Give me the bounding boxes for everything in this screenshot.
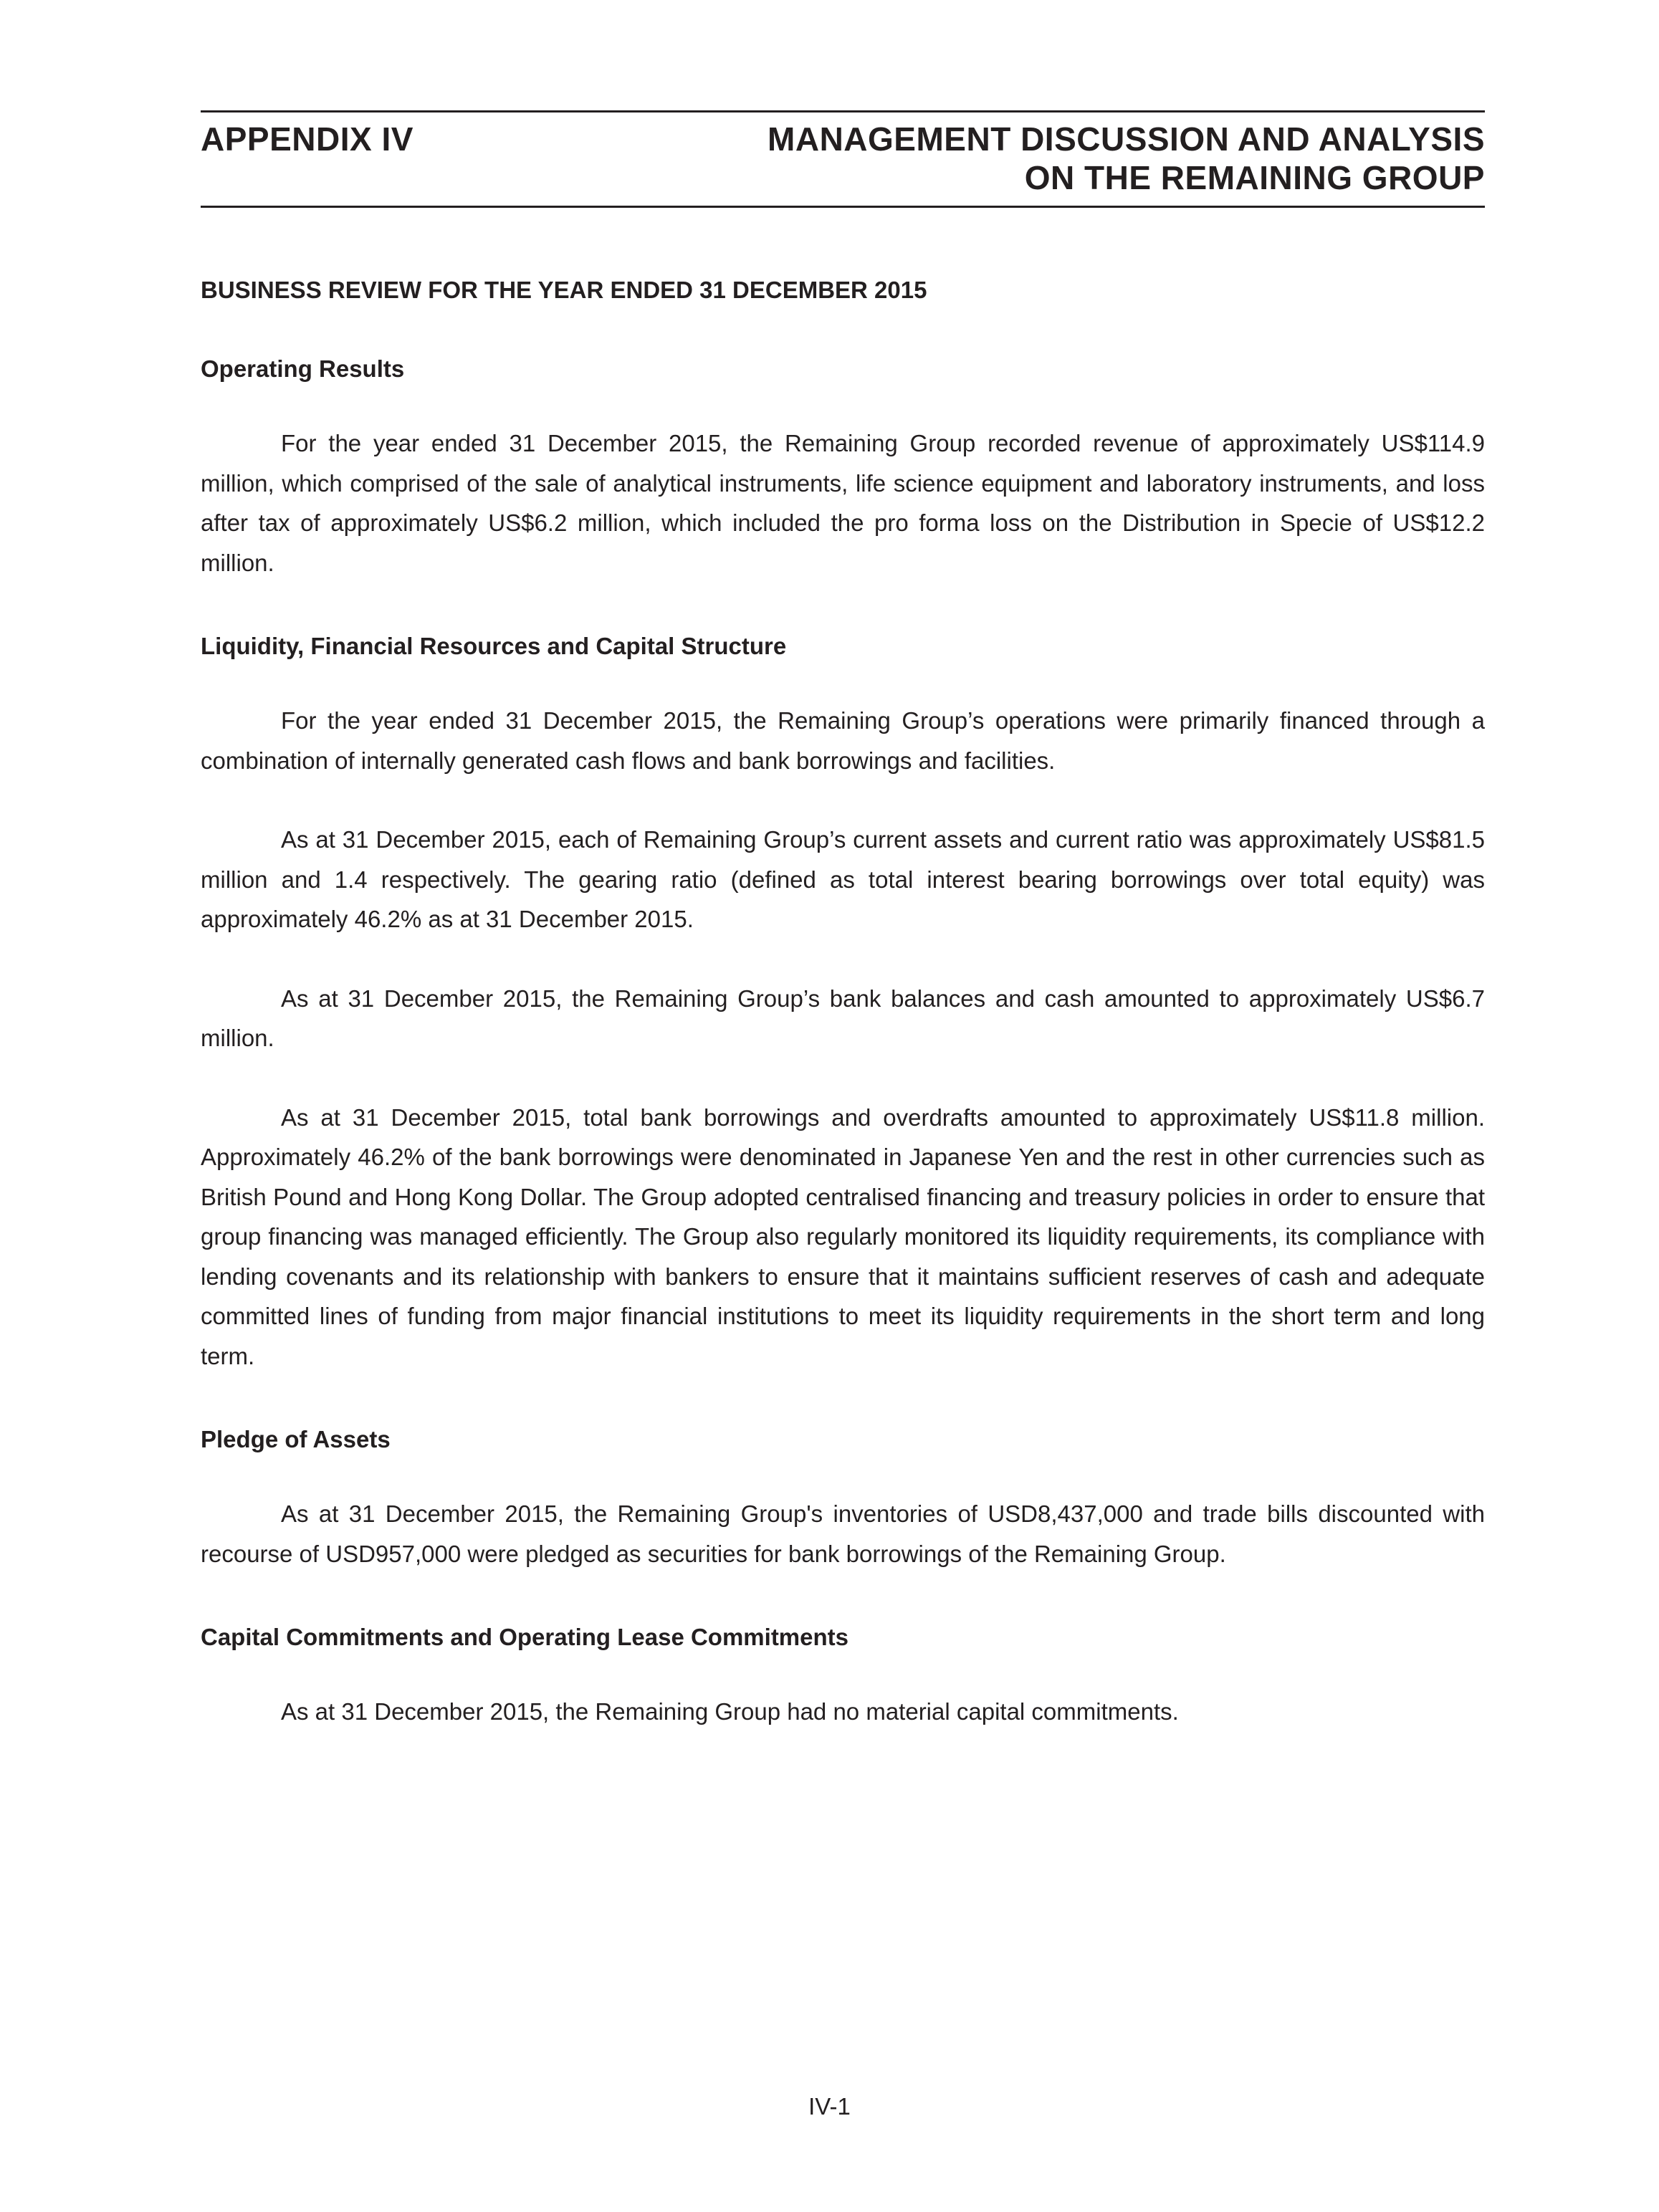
appendix-title <box>768 120 1485 197</box>
paragraph-pledge-of-assets: As at 31 December 2015, the Remaining Group's inventories of USD8,437,000 and trade bills discounted with recourse of USD957,000 were pledged as securities for bank borrowings of the Remaining Group. <box>201 1500 1485 1567</box>
document-page <box>201 110 1485 1732</box>
heading-liquidity: Liquidity, Financial Resources and Capital Structure <box>201 633 787 659</box>
paragraph-operating-results: For the year ended 31 December 2015, the Remaining Group recorded revenue of approximately US$114.9 million, which comprised of the sale of analytical instruments, life science equipment and laboratory instruments, and loss after tax of approximately US$6.2 million, which included the pro forma loss on the Distribution in Specie of US$12.2 million. <box>201 430 1485 576</box>
page-number: IV-1 <box>808 2093 851 2120</box>
paragraph-liquidity-1: For the year ended 31 December 2015, the Remaining Group’s operations were primarily financed through a combination of internally generated cash flows and bank borrowings and facilities. <box>201 707 1485 774</box>
paragraph-liquidity-2: As at 31 December 2015, each of Remaining Group’s current assets and current ratio was approximately US$81.5 million and 1.4 respectively. The gearing ratio (defined as total interest bearing borrowings over total equity) was approximately 46.2% as at 31 December 2015. <box>201 826 1485 932</box>
appendix-label: APPENDIX IV <box>201 120 413 158</box>
header-bottom-rule <box>201 206 1485 208</box>
paragraph-commitments: As at 31 December 2015, the Remaining Group had no material capital commitments. <box>281 1698 1179 1725</box>
appendix-title-line-2: ON THE REMAINING GROUP <box>1024 159 1485 196</box>
paragraph-liquidity-4: As at 31 December 2015, total bank borrowings and overdrafts amounted to approximately US$11.8 million. Approximately 46.2% of the bank borrowings were denominated in Japanese Yen and the rest in other currencies such as British Pound and Hong Kong Dollar. The Group adopted centralised financing and treasury policies in order to ensure that group financing was managed efficiently. The Group also regularly monitored its liquidity requirements, its compliance with lending covenants and its relationship with bankers to ensure that it maintains sufficient reserves of cash and adequate committed lines of funding from major financial institutions to meet its liquidity requirements in the short term and long term. <box>201 1103 1485 1369</box>
section-title: BUSINESS REVIEW FOR THE YEAR ENDED 31 DECEMBER 2015 <box>201 277 927 303</box>
heading-operating-results: Operating Results <box>201 355 405 382</box>
appendix-title-line-1: MANAGEMENT DISCUSSION AND ANALYSIS <box>768 120 1485 158</box>
heading-pledge-of-assets: Pledge of Assets <box>201 1426 391 1452</box>
page-header <box>201 112 1485 206</box>
paragraph-liquidity-3: As at 31 December 2015, the Remaining Group’s bank balances and cash amounted to approximately US$6.7 million. <box>201 985 1485 1051</box>
heading-commitments: Capital Commitments and Operating Lease Commitments <box>201 1624 849 1650</box>
